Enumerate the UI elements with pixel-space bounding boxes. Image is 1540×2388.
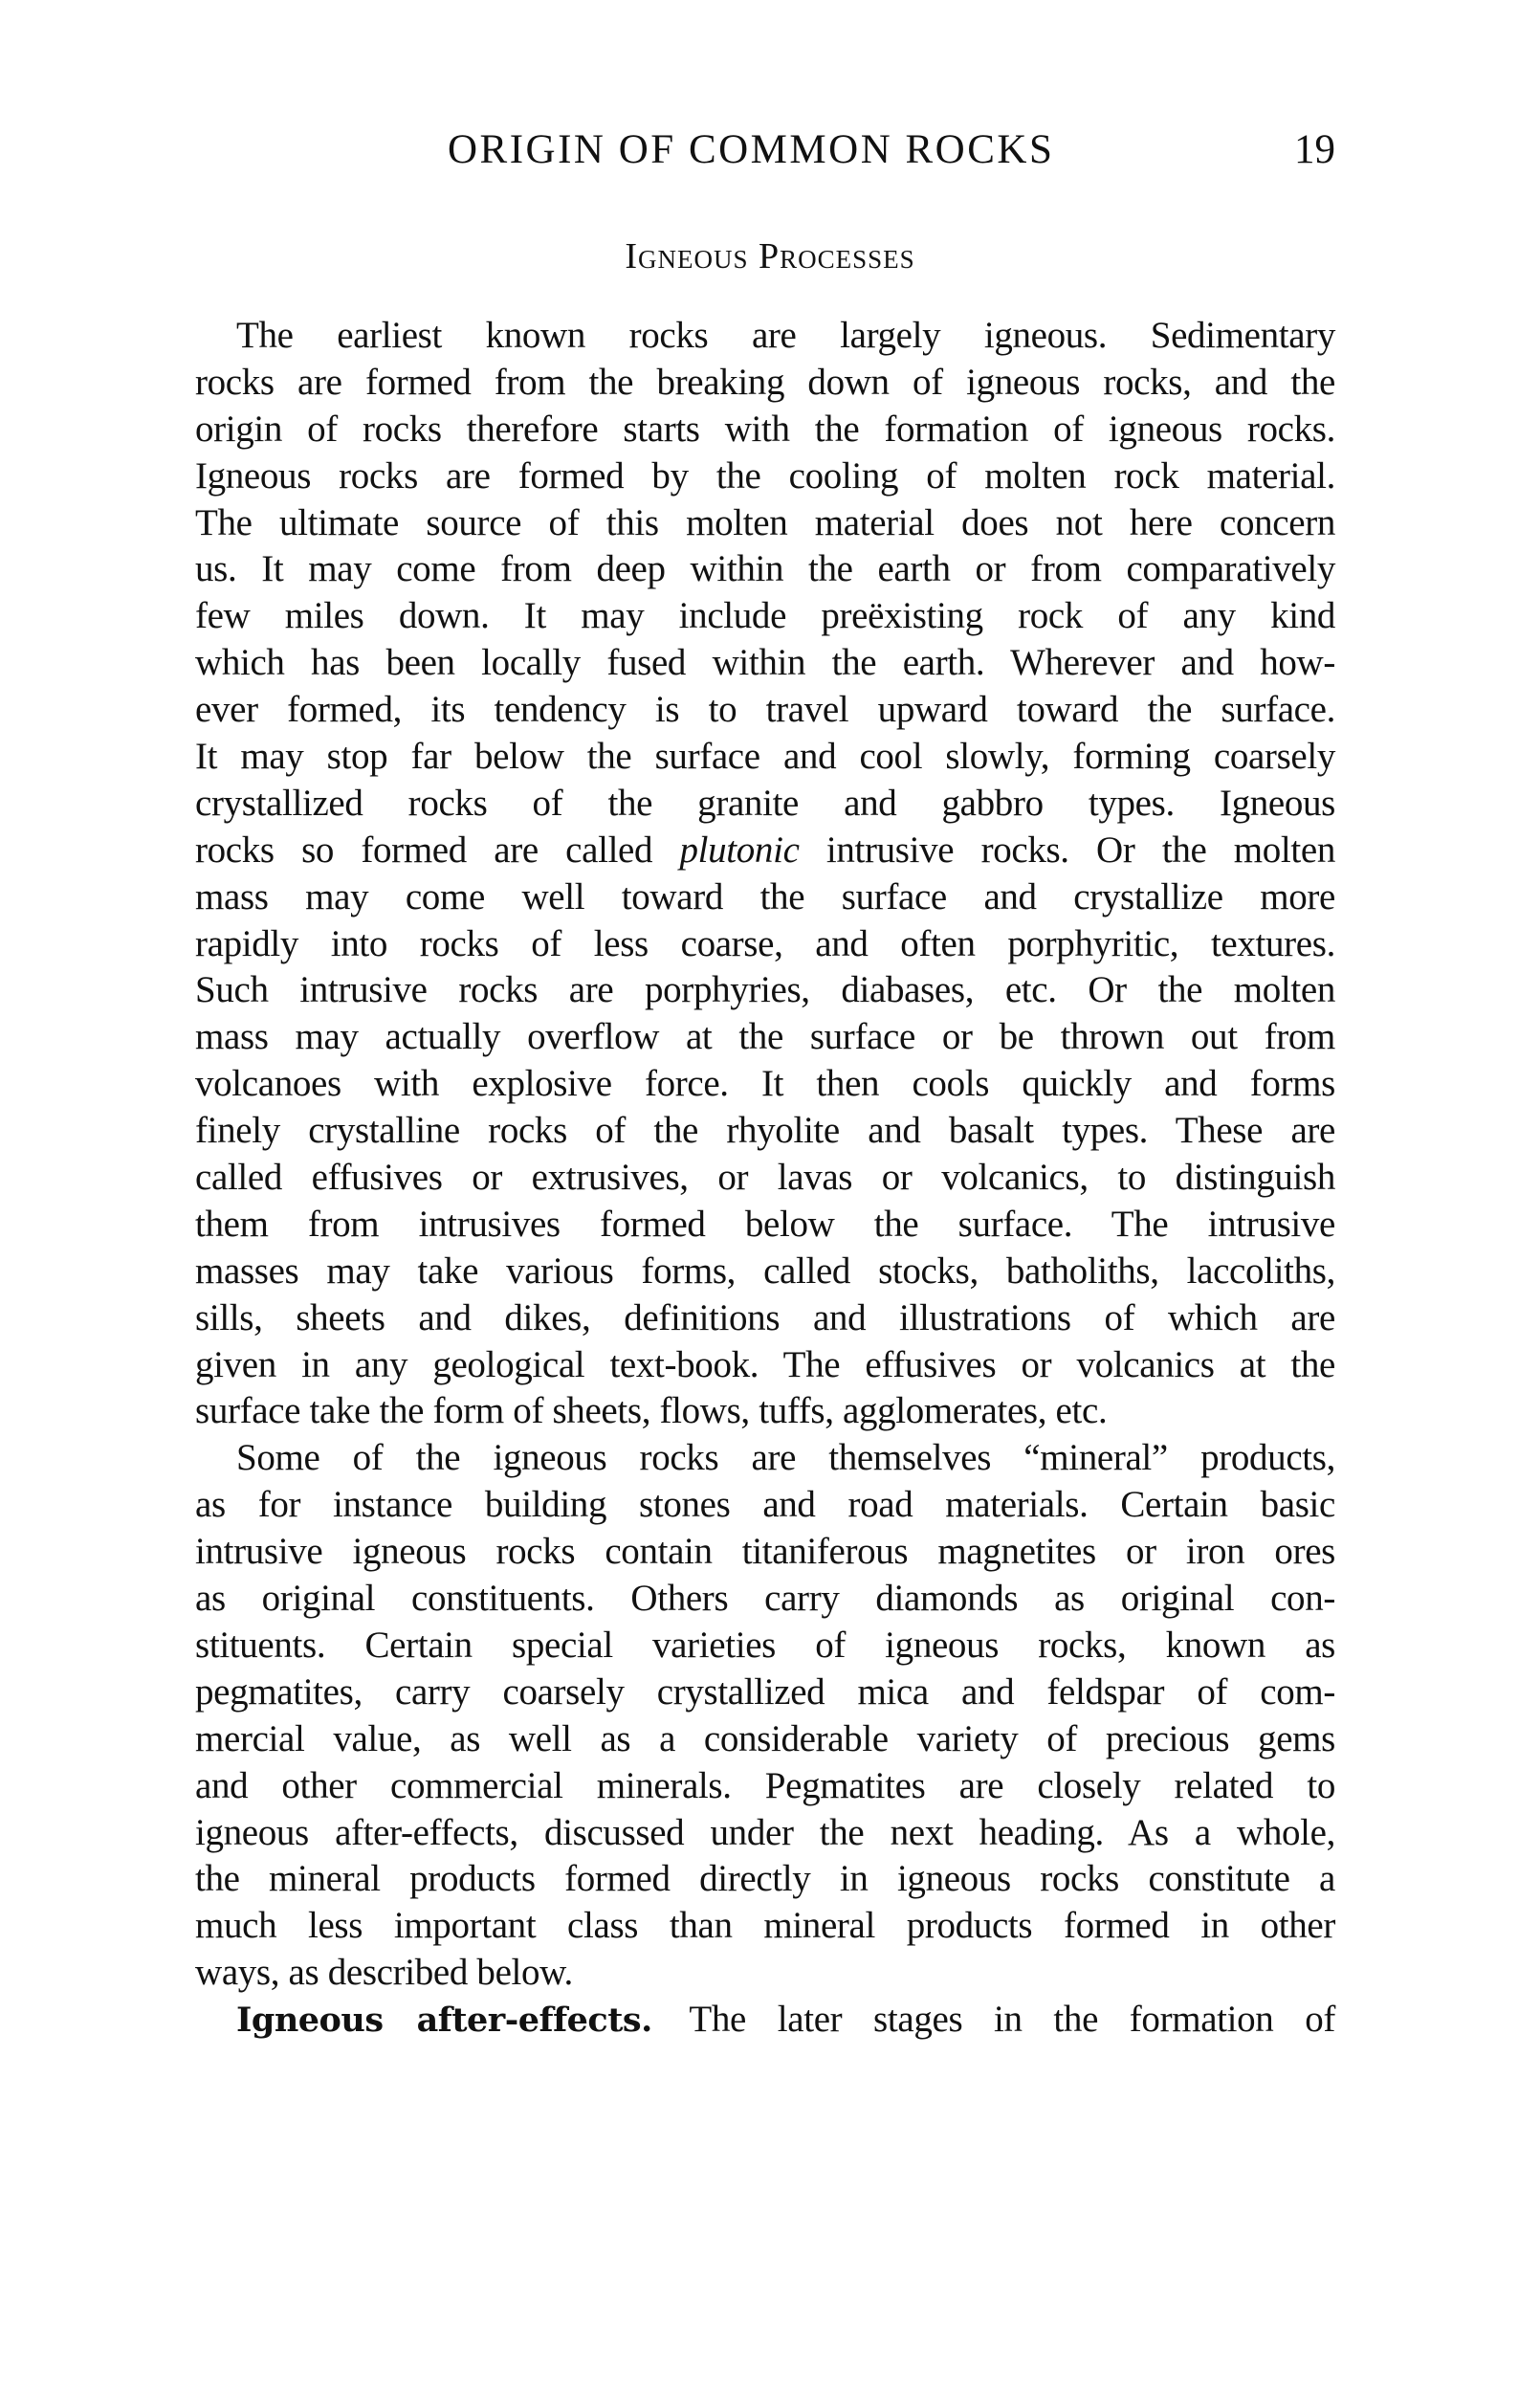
text-line: called effusives or extrusives, or lavas or volcanics, to distinguish: [195, 1157, 1335, 1199]
text-line: masses may take various forms, called stocks, batholiths, laccoliths,: [195, 1249, 1335, 1292]
text-line: It may stop far below the surface and cool slowly, forming coarsely: [195, 736, 1335, 778]
running-title: ORIGIN OF COMMON ROCKS: [448, 127, 1055, 172]
text-line: sills, sheets and dikes, definitions and illustrations of which are: [195, 1296, 1335, 1338]
text-line-with-italic: [195, 828, 1335, 874]
text-line: given in any geological text-book. The effusives or volcanics at the: [195, 1343, 1335, 1385]
text-line: ways, as described below.: [195, 1952, 573, 1994]
text-line: The earliest known rocks are largely igneous. Sedimentary: [236, 315, 1335, 356]
text-line: rocks are formed from the breaking down of igneous rocks, and the: [195, 361, 1335, 403]
text-line: mass may come well toward the surface and crystallize more: [195, 875, 1335, 918]
text-line: igneous after-effects, discussed under the next heading. As a whole,: [195, 1811, 1335, 1853]
text-line-with-run-in-heading: [195, 1997, 1335, 2044]
page-number: 19: [1294, 127, 1335, 172]
text-line: Igneous rocks are formed by the cooling of molten rock material.: [195, 454, 1335, 497]
running-head: [195, 128, 1335, 172]
text-line: us. It may come from deep within the earth or from comparatively: [195, 548, 1335, 590]
paragraph-mineral-products: [195, 1435, 1335, 1997]
text-run: The later stages in the formation of: [689, 1999, 1335, 2041]
text-line: the mineral products formed directly in igneous rocks constitute a: [195, 1858, 1335, 1900]
text-line: which has been locally fused within the earth. Wherever and how-: [195, 642, 1335, 684]
text-line: them from intrusives formed below the surface. The intrusive: [195, 1203, 1335, 1245]
text-line: The ultimate source of this molten material does not here concern: [195, 501, 1335, 543]
text-line: mass may actually overflow at the surface or be thrown out from: [195, 1016, 1335, 1058]
section-heading: Igneous Processes: [625, 236, 915, 276]
text-line: surface take the form of sheets, flows, tuffs, agglomerates, etc.: [195, 1390, 1108, 1432]
run-in-heading: Igneous after-effects.: [236, 2001, 652, 2041]
italic-term-plutonic: plutonic: [679, 829, 800, 871]
text-line: much less important class than mineral products formed in other: [195, 1905, 1335, 1947]
text-line: Some of the igneous rocks are themselves “mineral” products,: [236, 1437, 1335, 1479]
text-line: rapidly into rocks of less coarse, and often porphyritic, textures.: [195, 922, 1335, 964]
text-line: and other commercial minerals. Pegmatites are closely related to: [195, 1764, 1335, 1806]
text-line: as original constituents. Others carry diamonds as original con-: [195, 1578, 1335, 1620]
text-line: ever formed, its tendency is to travel upward toward the surface.: [195, 689, 1335, 731]
paragraph-igneous-after-effects: [195, 1997, 1335, 2044]
text-line: Such intrusive rocks are porphyries, diabases, etc. Or the molten: [195, 969, 1335, 1011]
text-line: pegmatites, carry coarsely crystallized mica and feldspar of com-: [195, 1670, 1335, 1713]
text-line: stituents. Certain special varieties of igneous rocks, known as: [195, 1624, 1335, 1666]
paragraph-igneous-intro: [195, 313, 1335, 1435]
text-line: mercial value, as well as a considerable variety of precious gems: [195, 1717, 1335, 1759]
text-line: few miles down. It may include preëxisting rock of any kind: [195, 595, 1335, 637]
text-run: rocks so formed are called: [195, 829, 680, 871]
text-line: volcanoes with explosive force. It then cools quickly and forms: [195, 1063, 1335, 1105]
text-line: origin of rocks therefore starts with the formation of igneous rocks.: [195, 408, 1335, 450]
text-line: finely crystalline rocks of the rhyolite and basalt types. These are: [195, 1110, 1335, 1152]
text-line: intrusive igneous rocks contain titaniferous magnetites or iron ores: [195, 1531, 1335, 1573]
body-text: [195, 313, 1335, 2044]
text-line: as for instance building stones and road materials. Certain basic: [195, 1484, 1335, 1526]
text-run: intrusive rocks. Or the molten: [799, 829, 1335, 871]
text-line: crystallized rocks of the granite and gabbro types. Igneous: [195, 782, 1335, 824]
